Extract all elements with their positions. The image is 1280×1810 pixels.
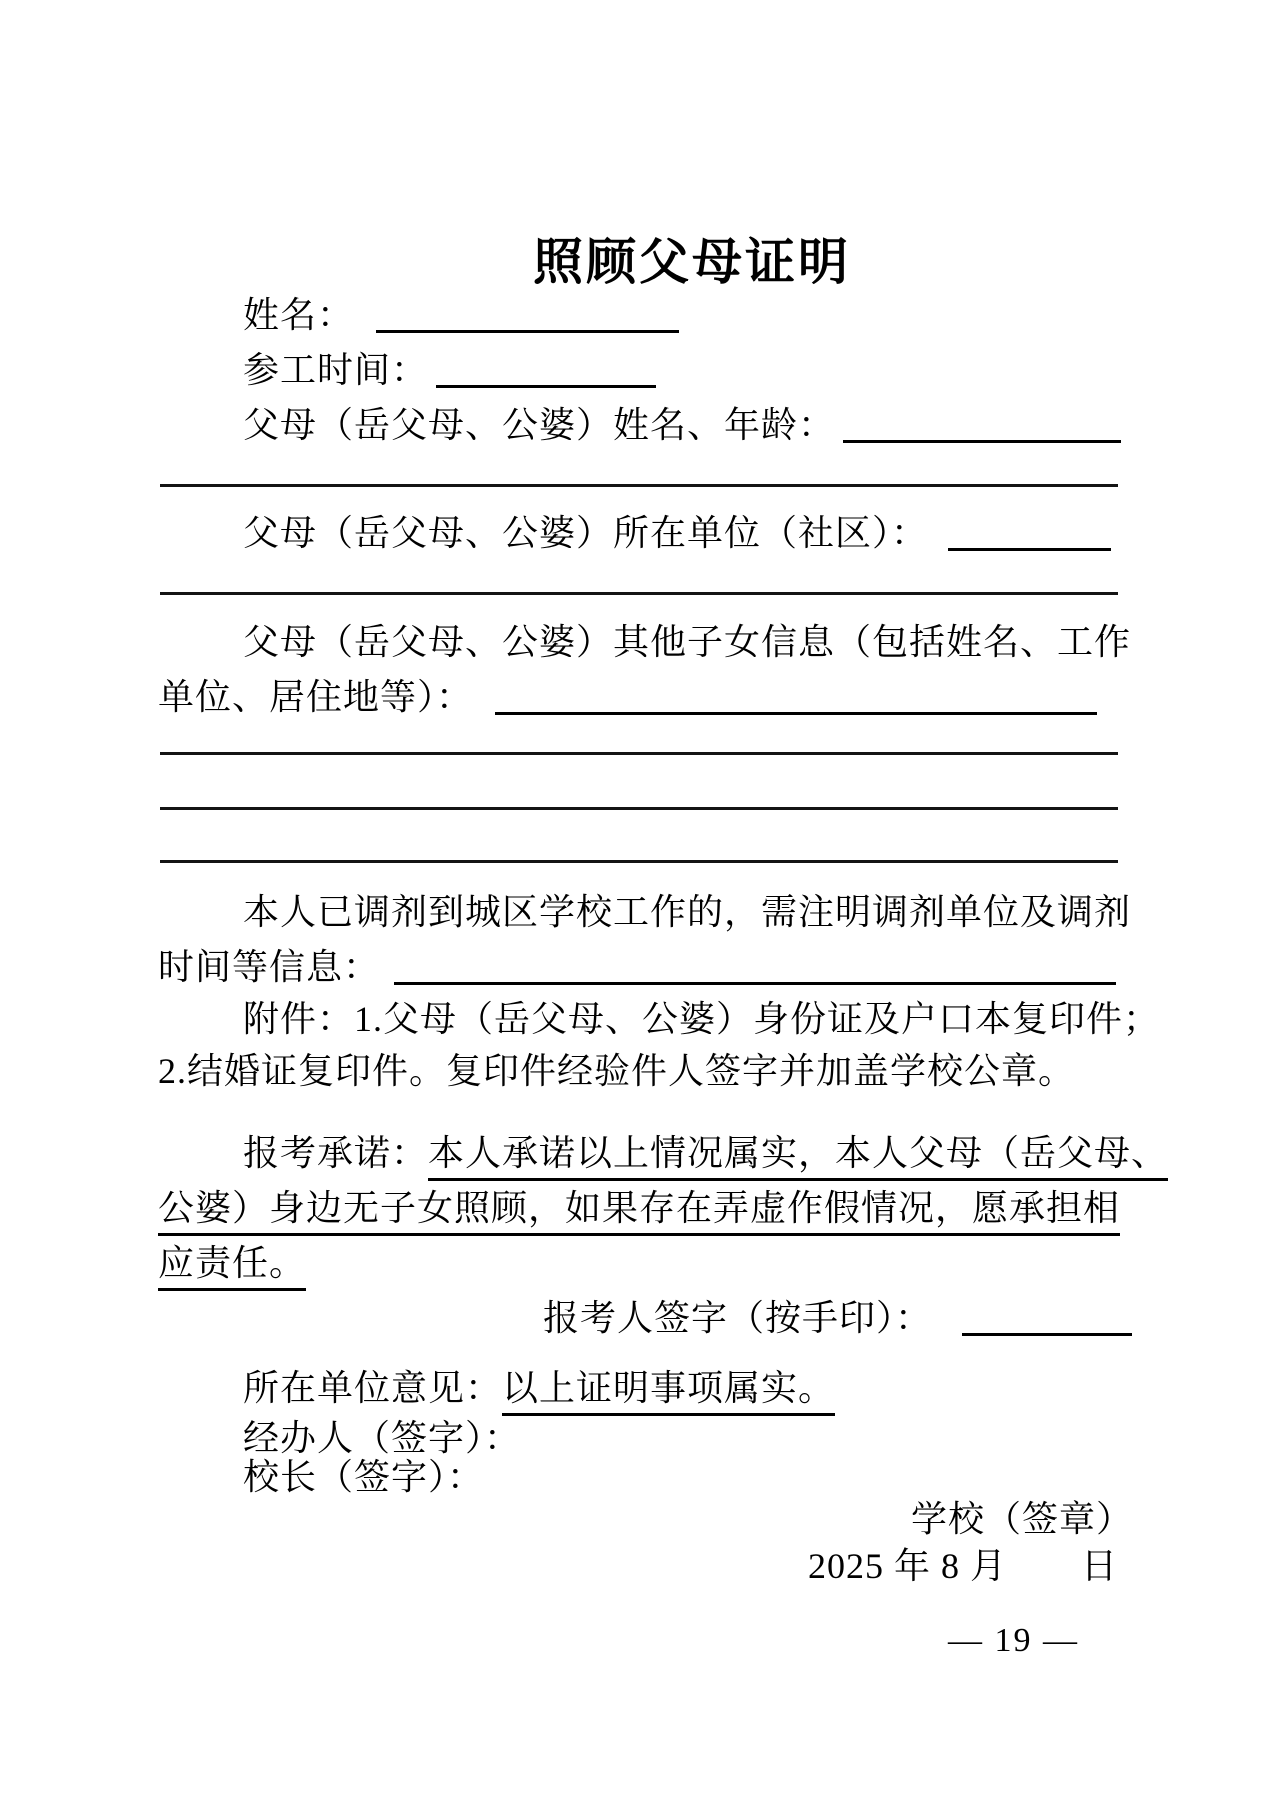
pledge-row1 [158, 1131, 1211, 1175]
transfer-line2: 时间等信息： [158, 947, 381, 987]
pledge-underlined-text-3: 应责任。 [158, 1243, 306, 1291]
page-number: — 19 — [948, 1622, 1079, 1659]
work-start-blank-line [436, 355, 656, 388]
field-other-children-row2 [158, 675, 1126, 719]
date-row [158, 1544, 1118, 1588]
blank-rule-2 [160, 592, 1118, 595]
other-children-line1: 父母（岳父母、公婆）其他子女信息（包括姓名、工作 [243, 622, 1132, 662]
pledge-underlined-text-1: 本人承诺以上情况属实，本人父母（岳父母、 [428, 1133, 1168, 1181]
principal-sign-row [158, 1455, 1211, 1499]
name-blank-line [376, 300, 679, 333]
applicant-sign-label: 报考人签字（按手印）： [543, 1298, 933, 1338]
unit-opinion-label: 所在单位意见： [243, 1368, 503, 1408]
pledge-underlined-text-2: 公婆）身边无子女照顾，如果存在弄虚作假情况，愿承担相 [158, 1188, 1120, 1236]
applicant-sign-blank-line [962, 1303, 1132, 1336]
parents-name-age-label: 父母（岳父母、公婆）姓名、年龄： [243, 405, 836, 445]
attachments-row2 [158, 1049, 1126, 1093]
unit-opinion-underlined-text: 以上证明事项属实。 [502, 1368, 835, 1416]
parents-unit-label: 父母（岳父母、公婆）所在单位（社区）： [243, 513, 929, 553]
handler-sign-row [158, 1416, 1211, 1460]
unit-opinion-row [158, 1366, 1211, 1410]
parents-unit-blank-line [948, 518, 1111, 551]
other-children-blank-line [495, 682, 1097, 715]
attachments-line1: 附件：1.父母（岳父母、公婆）身份证及户口本复印件； [243, 999, 1161, 1039]
pledge-row3 [158, 1241, 1126, 1285]
work-start-label: 参工时间： [243, 350, 429, 390]
field-work-start-row [158, 348, 1211, 392]
blank-rule-1 [160, 484, 1118, 487]
transfer-line1: 本人已调剂到城区学校工作的，需注明调剂单位及调剂 [243, 892, 1132, 932]
blank-rule-3 [160, 752, 1118, 755]
pledge-label: 报考承诺： [243, 1133, 429, 1173]
date-text: 2025 年 8 月 日 [807, 1546, 1118, 1586]
school-seal-label: 学校（签章） [910, 1499, 1133, 1539]
parents-name-age-blank-line [843, 410, 1121, 443]
field-name-row [158, 293, 1211, 337]
blank-rule-5 [160, 860, 1118, 863]
school-seal-row [158, 1497, 1133, 1541]
attachments-line2: 2.结婚证复印件。复印件经验件人签字并加盖学校公章。 [158, 1051, 1076, 1091]
page-title: 照顾父母证明 [533, 234, 851, 290]
handler-sign-label: 经办人（签字）： [243, 1418, 522, 1458]
transfer-row2 [158, 945, 1126, 989]
field-parents-unit-row [158, 511, 1211, 555]
other-children-line2: 单位、居住地等）： [158, 677, 474, 717]
principal-sign-label: 校长（签字）： [243, 1457, 485, 1497]
pledge-row2 [158, 1186, 1126, 1230]
name-label: 姓名： [243, 295, 355, 335]
transfer-row1 [158, 890, 1211, 934]
applicant-sign-row [158, 1296, 1280, 1340]
field-other-children-row1 [158, 620, 1211, 664]
blank-rule-4 [160, 807, 1118, 810]
attachments-row1 [158, 997, 1211, 1041]
transfer-blank-line [394, 952, 1116, 985]
field-parents-name-age-row [158, 403, 1211, 447]
